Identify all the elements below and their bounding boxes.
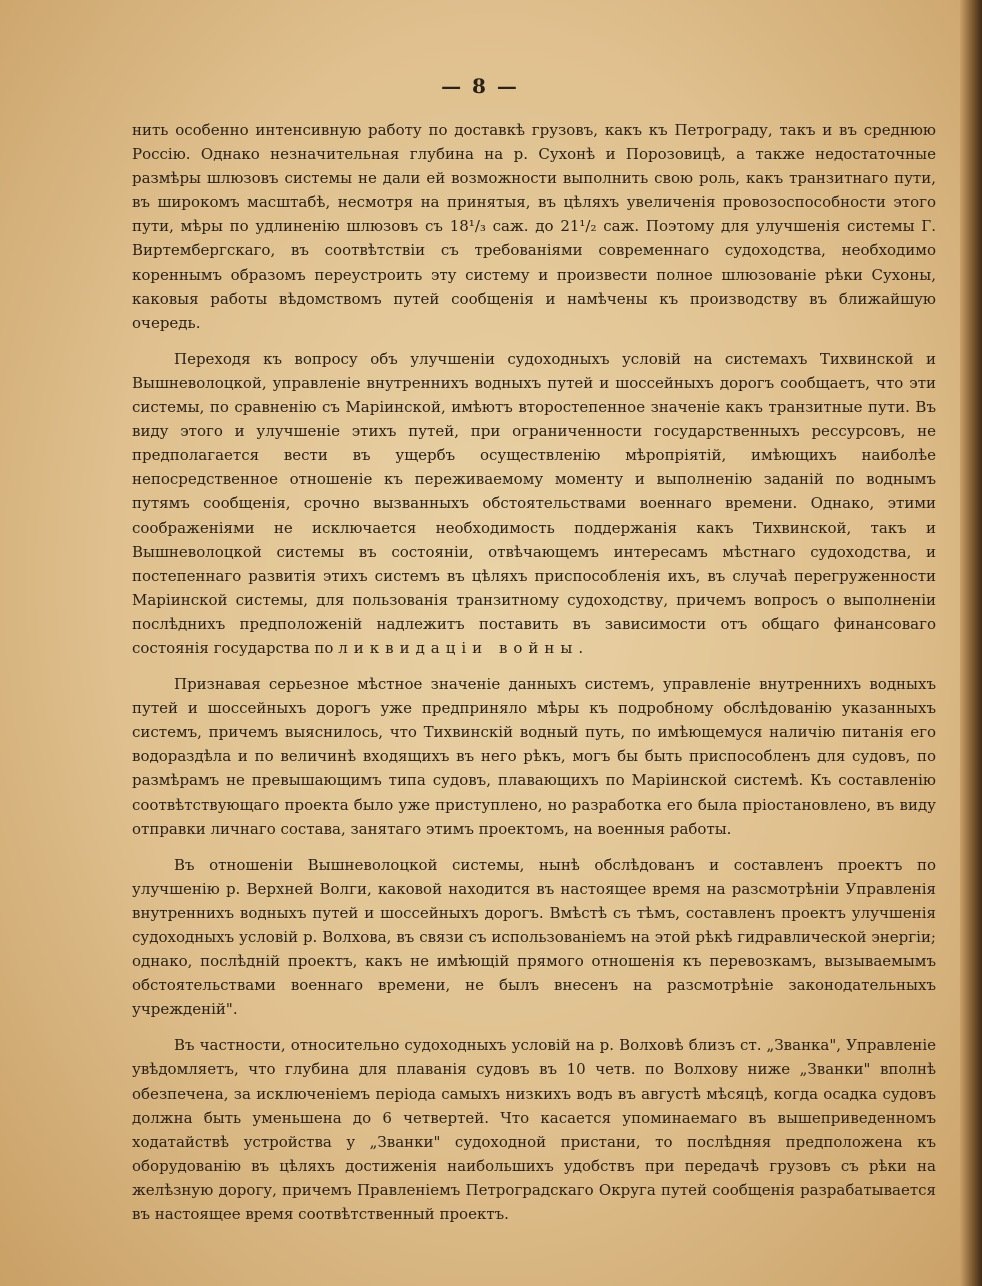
paragraph-5: Въ частности, относительно судоходныхъ условій на р. Волховѣ близъ ст. „Званка", Управленіе увѣдомляетъ, что глубина для плаванія судовъ въ 10 четв. по Волхову ниже „Званки" вполнѣ обезпечена, за исключеніемъ періода самыхъ низкихъ водъ въ августѣ мѣсяцѣ, когда осадка судовъ должна быть уменьшена до 6 четвертей. Что касается упоминаемаго въ вышеприведенномъ ходатайствѣ устройства у „Званки" судоходной пристани, то послѣдняя предположена къ оборудованію въ цѣляхъ достиженія наибольшихъ удобствъ при передачѣ грузовъ съ рѣки на желѣзную дорогу, причемъ Правленіемъ Петроградскаго Округа путей сообщенія разрабатывается въ настоящее время соотвѣтственный проектъ. [132,1036,936,1224]
page-edge-shadow [960,0,982,1286]
page-number: — 8 — [441,74,519,98]
paragraph-2 [132,347,936,660]
body-text [132,118,936,1238]
paragraph-3: Признавая серьезное мѣстное значеніе данныхъ системъ, управленіе внутреннихъ водныхъ путей и шоссейныхъ дорогъ уже предприняло мѣры къ подробному обслѣдованію указанныхъ системъ, причемъ выяснилось, что Тихвинскій водный путь, по имѣющемуся наличію питанія его водораздѣла и по величинѣ входящихъ въ него рѣкъ, могъ бы быть приспособленъ для судовъ, по размѣрамъ не превышающимъ типа судовъ, плавающихъ по Маріинской системѣ. Къ составленію соотвѣтствующаго проекта было уже приступлено, но разработка его была пріостановлено, въ виду отправки личнаго состава, занятаго этимъ проектомъ, на военныя работы. [132,675,936,838]
paragraph-2-text: Переходя къ вопросу объ улучшеніи судоходныхъ условій на системахъ Тихвинской и Вышневолоцкой, управленіе внутреннихъ водныхъ путей и шоссейныхъ дорогъ сообщаетъ, что эти системы, по сравненію съ Маріинской, имѣютъ второстепенное значеніе какъ транзитные пути. Въ виду этого и улучшеніе этихъ путей, при ограниченности государственныхъ рессурсовъ, не предполагается вести въ ущербъ осуществленію мѣропріятій, имѣющихъ наиболѣе непосредственное отношеніе къ переживаемому моменту и выполненію заданій по воднымъ путямъ сообщенія, срочно вызванныхъ обстоятельствами военнаго времени. Однако, этими соображеніями не исключается необходимость поддержанія какъ Тихвинской, такъ и Вышневолоцкой системы въ состояніи, отвѣчающемъ интересамъ мѣстнаго судоходства, и постепеннаго развитія этихъ системъ въ цѣляхъ приспособленія ихъ, въ случаѣ перегруженности Маріинской системы, для пользованія транзитному судоходству, причемъ вопросъ о выполненіи послѣднихъ предположеній надлежитъ поставить въ зависимости отъ общаго финансоваго состоянія государства по [132,349,936,657]
paragraph-2-spaced-tail: ликвидаціи войны. [338,638,590,657]
paragraph-4: Въ отношеніи Вышневолоцкой системы, нынѣ обслѣдованъ и составленъ проектъ по улучшенію р. Верхней Волги, каковой находится въ настоящее время на разсмотрѣніи Управленія внутреннихъ водныхъ путей и шоссейныхъ дорогъ. Вмѣстѣ съ тѣмъ, составленъ проектъ улучшенія судоходныхъ условій р. Волхова, въ связи съ использованіемъ на этой рѣкѣ гидравлической энергіи; однако, послѣдній проектъ, какъ не имѣющій прямого отношенія къ перевозкамъ, вызываемымъ обстоятельствами военнаго времени, не былъ внесенъ на разсмотрѣніе законодательныхъ учрежденій". [132,855,936,1019]
paragraph-1: нить особенно интенсивную работу по доставкѣ грузовъ, какъ къ Петрограду, такъ и въ среднюю Россію. Однако незначительная глубина на р. Сухонѣ и Порозовицѣ, а также недостаточные размѣры шлюзовъ системы не дали ей возможности выполнить свою роль, какъ транзитнаго пути, въ широкомъ масштабѣ, несмотря на принятыя, въ цѣляхъ увеличенія провозоспособности этого пути, мѣры по удлиненію шлюзовъ съ 18¹/₃ саж. до 21¹/₂ саж. Поэтому для улучшенія системы Г. Виртембергскаго, въ соотвѣтствіи съ требованіями современнаго судоходства, необходимо кореннымъ образомъ переустроить эту систему и произвести полное шлюзованіе рѣки Сухоны, каковыя работы вѣдомствомъ путей сообщенія и намѣчены къ производству въ ближайшую очередь. [132,121,936,332]
